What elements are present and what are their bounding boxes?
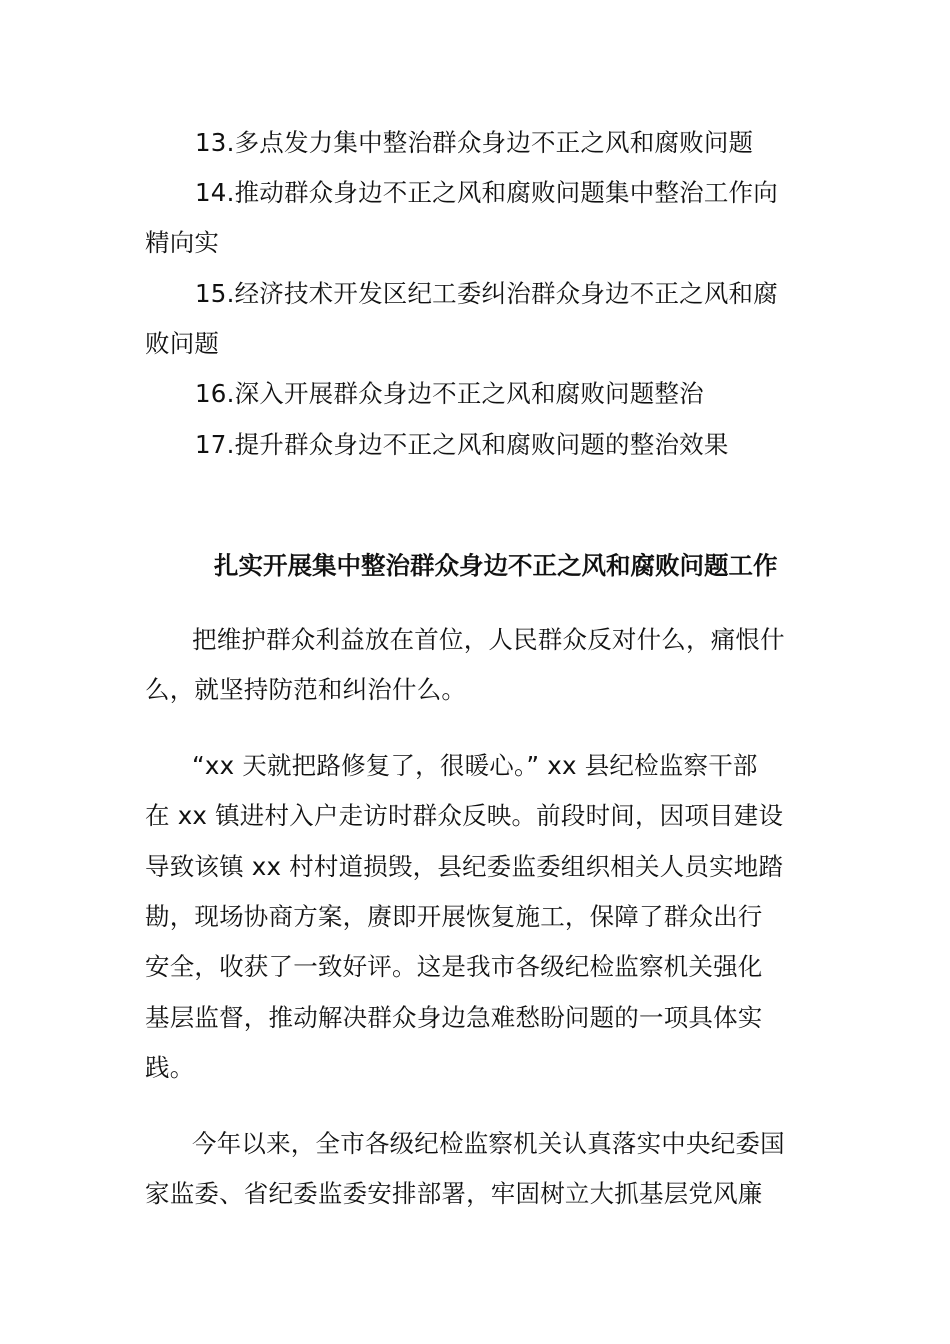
paragraph-2-line-3: 导致该镇 xx 村村道损毁，县纪委监委组织相关人员实地踏 bbox=[145, 852, 784, 881]
list-item-17: 17.提升群众身边不正之风和腐败问题的整治效果 bbox=[195, 430, 729, 459]
paragraph-2-line-1: “xx 天就把路修复了，很暖心。” xx 县纪检监察干部 bbox=[192, 751, 758, 780]
list-item-15: 15.经济技术开发区纪工委纠治群众身边不正之风和腐 bbox=[195, 279, 778, 308]
article-title: 扎实开展集中整治群众身边不正之风和腐败问题工作 bbox=[214, 551, 778, 580]
list-item-13: 13.多点发力集中整治群众身边不正之风和腐败问题 bbox=[195, 128, 754, 157]
paragraph-3-line-2: 家监委、省纪委监委安排部署，牢固树立大抓基层党风廉 bbox=[145, 1179, 763, 1208]
list-item-15-continuation: 败问题 bbox=[145, 329, 220, 358]
paragraph-2-line-5: 安全，收获了一致好评。这是我市各级纪检监察机关强化 bbox=[145, 952, 763, 981]
list-item-16: 16.深入开展群众身边不正之风和腐败问题整治 bbox=[195, 379, 704, 408]
list-item-14: 14.推动群众身边不正之风和腐败问题集中整治工作向 bbox=[195, 178, 778, 207]
paragraph-2-line-6: 基层监督，推动解决群众身边急难愁盼问题的一项具体实 bbox=[145, 1003, 763, 1032]
paragraph-2-line-7: 践。 bbox=[145, 1053, 195, 1082]
paragraph-2-line-2: 在 xx 镇进村入户走访时群众反映。前段时间，因项目建设 bbox=[145, 801, 784, 830]
paragraph-1-line-1: 把维护群众利益放在首位，人民群众反对什么，痛恨什 bbox=[192, 625, 785, 654]
paragraph-1-line-2: 么，就坚持防范和纠治什么。 bbox=[145, 675, 467, 704]
list-item-14-continuation: 精向实 bbox=[145, 228, 220, 257]
paragraph-2-line-4: 勘，现场协商方案，赓即开展恢复施工，保障了群众出行 bbox=[145, 902, 763, 931]
paragraph-3-line-1: 今年以来，全市各级纪检监察机关认真落实中央纪委国 bbox=[192, 1129, 785, 1158]
